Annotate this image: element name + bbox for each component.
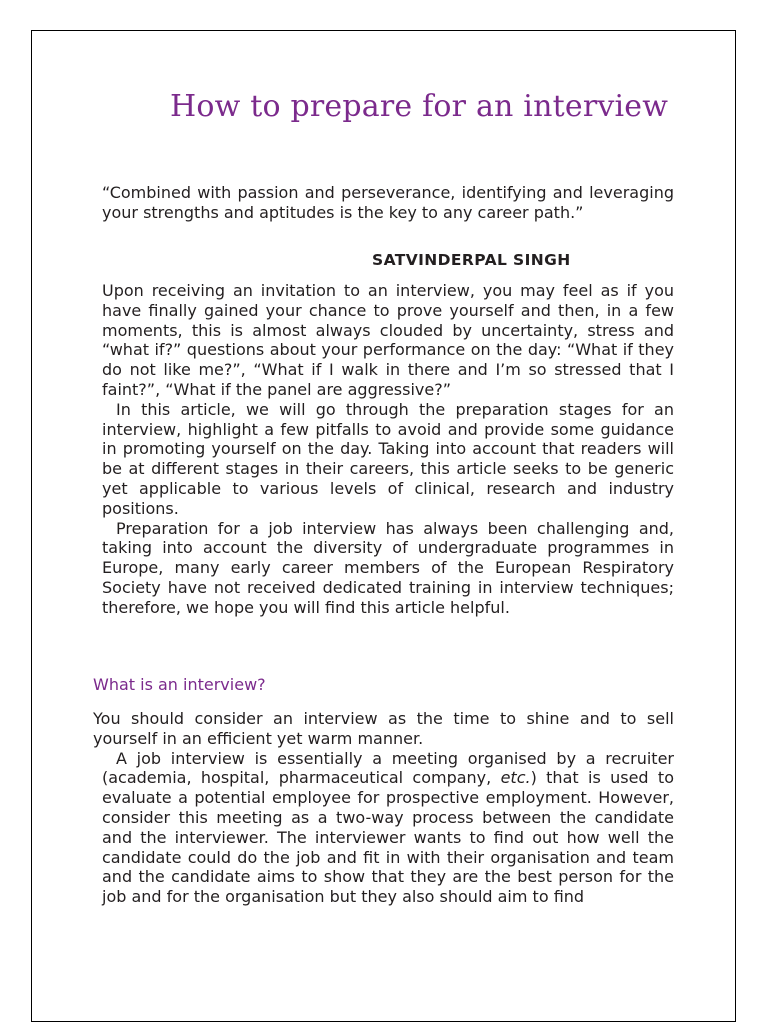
intro-paragraph-3: Preparation for a job interview has always been challenging and, taking into account the diversity of undergraduate programmes in Europe, many early career members of the European Respiratory Society have not received dedicated training in interview techniques; therefore, we hope you will find this article helpful. <box>102 518 674 617</box>
document-page <box>31 30 736 1022</box>
quote-text: “Combined with passion and perseverance, identifying and leveraging your strengths and aptitudes is the key to any career path.” <box>102 183 674 222</box>
section-paragraph-1: You should consider an interview as the time to shine and to sell yourself in an efficient yet warm manner. <box>93 709 674 748</box>
article-title: How to prepare for an interview <box>170 89 669 124</box>
section-paragraph-2-end: ) that is used to evaluate a potential employee for prospective employment. However, consider this meeting as a two-way process between the candidate and the interviewer. The interviewer wants to find out how well the candidate could do the job and fit in with their organisation and team and the candidate aims to show that they are the best person for the job and for the organisation but they also should aim to find <box>102 768 674 907</box>
section-paragraph-2-start: A job interview is essentially a meeting organised by a recruiter (academia, hospital, pharmaceutical company, <box>102 748 674 788</box>
intro-paragraph-2: In this article, we will go through the preparation stages for an interview, highlight a few pitfalls to avoid and provide some guidance in promoting yourself on the day. Taking into account that readers will be at different stages in their careers, this article seeks to be generic yet applicable to various levels of clinical, research and industry positions. <box>102 399 674 518</box>
intro-paragraph-1: Upon receiving an invitation to an interview, you may feel as if you have finally gained your chance to prove yourself and then, in a few moments, this is almost always clouded by uncertainty, stress and “what if?” questions about your performance on the day: “What if they do not like me?”, “What if I walk in there and I’m so stressed that I faint?”, “What if the panel are aggressive?” <box>102 281 674 399</box>
section-heading: What is an interview? <box>93 675 266 694</box>
section-paragraph-2-italic: etc. <box>500 768 531 788</box>
quote-author: SATVINDERPAL SINGH <box>372 251 571 269</box>
section-paragraph-2 <box>93 749 674 907</box>
intro-section <box>102 281 674 618</box>
interview-section <box>93 709 674 907</box>
